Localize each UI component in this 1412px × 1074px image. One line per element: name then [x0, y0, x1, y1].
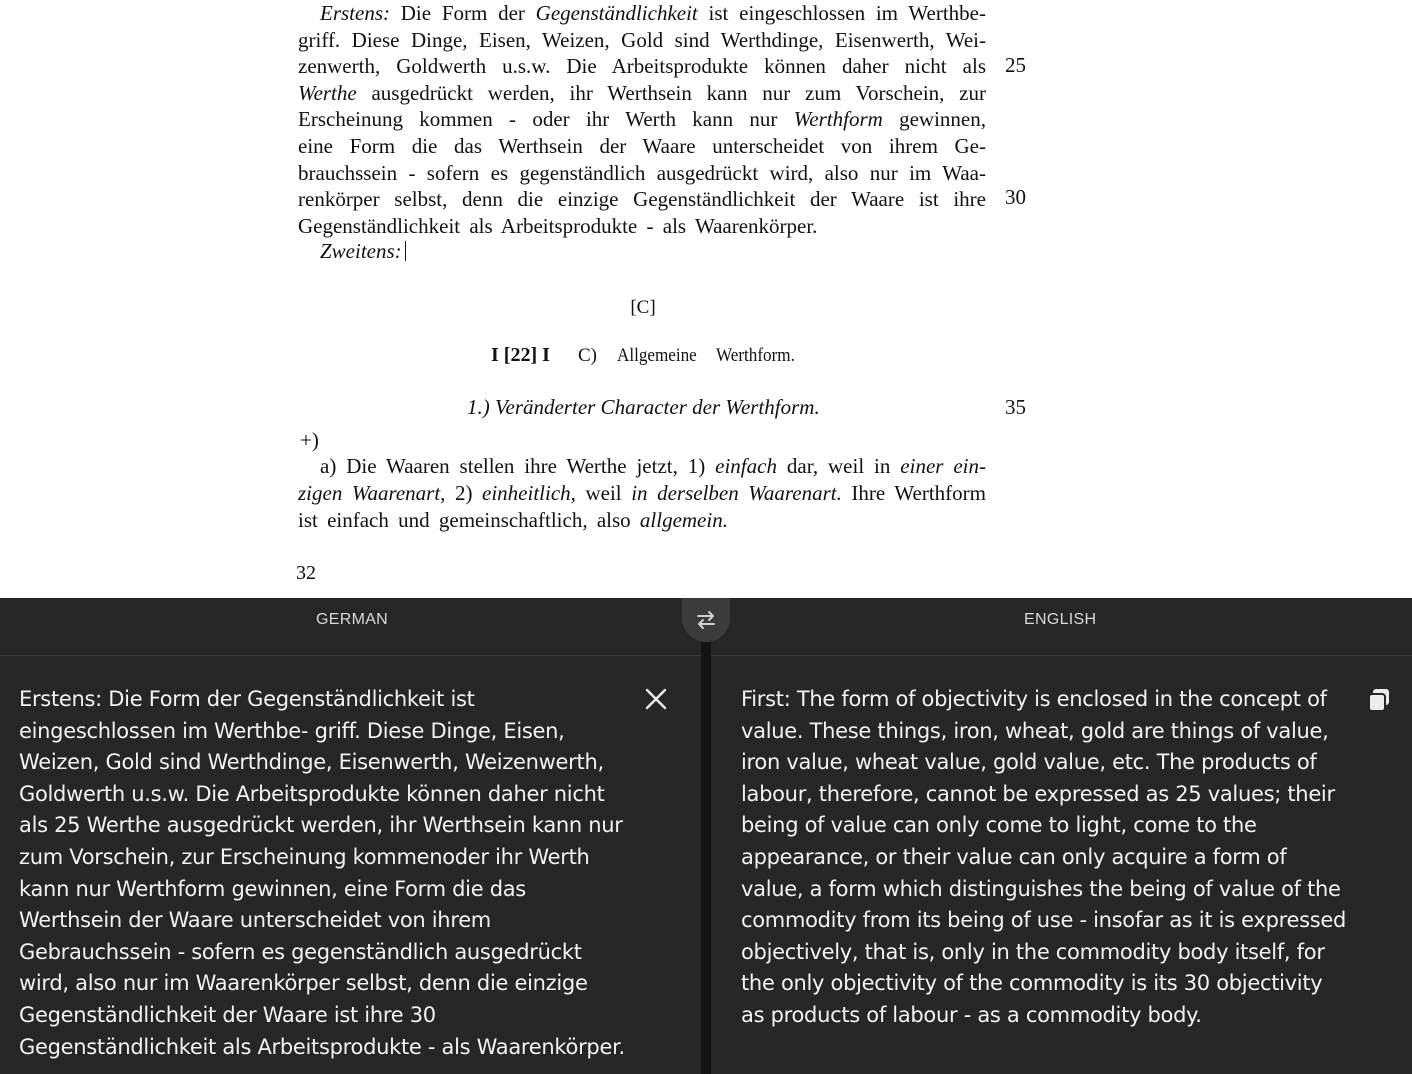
erstens-line	[298, 53, 986, 79]
erstens-line	[298, 160, 986, 186]
copy-button[interactable]	[1366, 687, 1392, 713]
erstens-line	[298, 106, 986, 132]
subheading: 1.) Veränderter Character der Werthform.	[467, 395, 820, 419]
source-text-area[interactable]: Erstens: Die Form der Gegenständlichkeit ist eingeschlossen im Werthbe- griff. Diese Dinge, Eisen, Weizen, Gold sind Werthdinge, Eisenwerth, Weizenwerth, Goldwerth u.s.w. Die Arbeitsprodukte können daher nicht als 25 Werthe ausgedrückt werden, ihr Werthsein kann nur zum Vorschein, zur Erscheinung kommenoder ihr Werth kann nur Werthform gewinnen, eine Form die das Werthsein der Waare unterscheidet von ihrem Gebrauchssein - sofern es gegenständlich ausgedrückt wird, also nur im Waarenkörper selbst, denn die einzige Gegenständlichkeit der Waare ist ihre 30 Gegenständlichkeit als Arbeitsprodukte - als Waarenkörper.	[19, 687, 625, 1059]
para-a-line	[298, 507, 986, 533]
erstens-segment: zenwerth, Goldwerth u.s.w. Die Arbeitsprodukte können daher nicht als	[298, 54, 986, 79]
heading-reference: I [22] I	[491, 344, 550, 366]
para-a-segment: Ihre Werthform	[841, 480, 986, 505]
source-language-button[interactable]: GERMAN	[316, 611, 389, 628]
erstens-segment: ist eingeschlossen im Werthbe-	[697, 1, 986, 25]
plus-mark: +)	[300, 428, 319, 452]
erstens-line	[320, 0, 986, 26]
erstens-segment: Gegenständlichkeit	[535, 1, 698, 25]
erstens-segment: griff. Diese Dinge, Eisen, Weizen, Gold sind Werthdinge, Eisenwerth, Wei-	[298, 27, 986, 52]
pane-divider	[701, 642, 711, 1074]
erstens-segment: Werthform	[793, 107, 883, 132]
heading-word-allgemeine: Allgemeine	[617, 345, 697, 366]
para-a-segment: weil	[575, 480, 632, 505]
erstens-segment: Gegenständlichkeit als Arbeitsprodukte - als Waarenkörper.	[298, 213, 818, 238]
erstens-segment: eine Form die das Werthsein der Waare unterscheidet von ihrem Ge-	[298, 134, 986, 158]
para-a-line	[320, 453, 986, 479]
swap-arrows-icon	[694, 608, 718, 632]
section-bracket-c: [C]	[630, 297, 656, 318]
swap-languages-button[interactable]	[682, 598, 730, 642]
heading-letter: C)	[578, 345, 597, 366]
text-cursor	[405, 241, 407, 261]
para-a-segment: einheitlich,	[482, 480, 576, 505]
erstens-line	[298, 80, 986, 106]
line-number-30: 30	[1005, 185, 1026, 209]
erstens-segment: renkörper selbst, denn die einzige Gegenständlichkeit der Waare ist ihre	[298, 187, 986, 212]
zweitens-label: Zweitens:	[320, 239, 402, 263]
para-a-segment: in derselben Waarenart.	[631, 480, 842, 505]
para-a-segment: a) Die Waaren stellen ihre Werthe jetzt, 1)	[320, 454, 716, 478]
erstens-segment: Die Form der	[390, 1, 536, 25]
erstens-segment: Erstens:	[320, 1, 390, 25]
para-a-segment: 2)	[445, 480, 483, 505]
translator-panel	[0, 598, 1412, 1074]
close-icon	[643, 686, 669, 712]
para-a-segment: dar, weil in	[776, 454, 901, 478]
heading-word-werthform: Werthform.	[716, 345, 795, 366]
page-number: 32	[296, 562, 316, 584]
erstens-line	[298, 133, 986, 159]
erstens-line	[298, 27, 986, 53]
line-number-25: 25	[1005, 53, 1026, 77]
erstens-segment: brauchssein - sofern es gegenständlich ausgedrückt wird, also nur im Waa-	[298, 160, 986, 185]
clear-button[interactable]	[643, 686, 669, 712]
erstens-segment: gewinnen,	[882, 107, 986, 132]
para-a-segment: einer ein-	[900, 454, 986, 478]
para-a-line	[298, 480, 986, 506]
copy-icon	[1366, 687, 1392, 713]
translation-text: First: The form of objectivity is enclosed in the concept of value. These things, iron, wheat, gold are things of value, iron value, wheat value, gold value, etc. The products of labour, therefore, cannot be expressed as 25 values; their being of value can only come to light, come to the appearance, or their value can only acquire a form of value, a form which distinguishes the being of value of the commodity from its being of use - insofar as it is expressed objectively, that is, only in the commodity body itself, for the only objectivity of the commodity is its 30 objectivity as products of labour - as a commodity body.	[741, 687, 1347, 1027]
para-a-segment: ist einfach und gemeinschaftlich, also	[298, 507, 640, 532]
para-a-segment: allgemein.	[639, 507, 728, 532]
erstens-line	[298, 213, 986, 239]
line-number-35: 35	[1005, 395, 1026, 419]
erstens-segment: Erscheinung kommen - oder ihr Werth kann nur	[298, 107, 794, 132]
para-a-segment: zigen Waarenart,	[298, 480, 446, 505]
erstens-line	[298, 186, 986, 212]
zweitens-line	[320, 238, 406, 264]
erstens-segment: Werthe	[298, 80, 357, 105]
para-a-segment: einfach	[715, 454, 777, 478]
erstens-segment: ausgedrückt werden, ihr Werthsein kann nur zum Vorschein, zur	[356, 80, 986, 105]
target-language-button[interactable]: ENGLISH	[1024, 611, 1097, 628]
